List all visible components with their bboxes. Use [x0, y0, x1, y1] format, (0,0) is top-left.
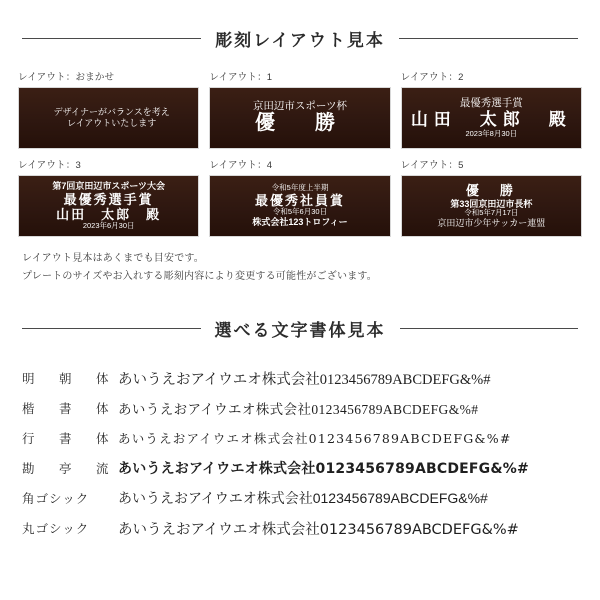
plate-line: 株式会社123トロフィー — [252, 217, 348, 228]
font-name: 行 書 体 — [22, 432, 115, 446]
layout-notes — [0, 249, 600, 282]
sample-label: レイアウト：5 — [400, 160, 464, 171]
plate-preview — [18, 175, 199, 237]
font-sample-text: あいうえおアイウエオ株式会社0123456789ABCDEFG&%# — [118, 371, 491, 388]
plate-preview — [401, 175, 582, 237]
font-name: 勘 亭 流 — [22, 462, 115, 476]
sample-label: レイアウト：1 — [209, 72, 273, 83]
plate-line: 山田 太郎 殿 — [56, 206, 162, 222]
heading-rule-left — [22, 38, 201, 39]
layout-sample-3 — [18, 157, 199, 237]
plate-preview — [401, 87, 582, 149]
font-sample-text: あいうえおアイウエオ株式会社0123456789ABCDEFG&%# — [118, 402, 479, 417]
plate-preview — [209, 175, 390, 237]
plate-preview — [18, 87, 199, 149]
font-name: 丸ゴシック — [22, 522, 90, 536]
font-row-kaisho — [22, 393, 578, 423]
font-name: 明 朝 体 — [22, 372, 115, 386]
layout-sample-5 — [401, 157, 582, 237]
font-row-kakugothic — [22, 483, 578, 513]
plate-line: 令和5年7月17日 — [464, 208, 519, 218]
plate-line: 最優秀選手賞 — [63, 191, 154, 207]
plate-line: 令和5年6月30日 — [272, 207, 328, 217]
sample-label: レイアウト：2 — [400, 72, 464, 83]
font-row-gyosho — [22, 423, 578, 453]
layout-sample-4 — [209, 157, 390, 237]
font-section-heading — [0, 316, 600, 341]
layout-sample-omakase — [18, 69, 199, 149]
plate-line: 京田辺市スポーツ杯 — [252, 100, 348, 113]
plate-line: 京田辺市少年サッカー連盟 — [437, 218, 546, 229]
plate-line: 優 勝 — [254, 112, 345, 135]
font-name: 楷 書 体 — [22, 402, 115, 416]
note-line: レイアウト見本はあくまでも目安です。 — [22, 253, 204, 264]
font-row-kantei — [22, 453, 578, 483]
sample-label: レイアウト：3 — [18, 160, 81, 171]
font-sample-list — [0, 363, 600, 543]
plate-line: 第33回京田辺市長杯 — [450, 198, 533, 209]
layout-heading-text: 彫刻レイアウト見本 — [215, 31, 385, 50]
heading-rule-right — [399, 38, 578, 39]
sample-label: レイアウト：おまかせ — [18, 72, 115, 83]
font-sample-text: あいうえおアイウエオ株式会社0123456789ABCDEFG&%# — [118, 461, 529, 477]
font-sample-text: あいうえおアイウエオ株式会社0123456789ABCDEFG&%# — [118, 521, 519, 538]
plate-line: レイアウトいたします — [67, 118, 157, 128]
plate-line: 2023年6月30日 — [82, 221, 135, 231]
layout-sample-grid — [0, 69, 600, 237]
font-name: 角ゴシック — [22, 492, 90, 506]
plate-line: 最優秀社員賞 — [254, 193, 345, 209]
plate-line: デザイナーがバランスを考え — [53, 107, 170, 118]
plate-line: 令和5年度上半期 — [271, 183, 329, 193]
heading-rule-left — [22, 328, 201, 329]
font-sample-text: あいうえおアイウエオ株式会社0123456789ABCDEFG&%# — [118, 490, 488, 506]
layout-sample-2 — [401, 69, 582, 149]
font-row-marugothic — [22, 513, 578, 543]
plate-line: 優 勝 — [465, 183, 517, 199]
heading-rule-right — [400, 328, 579, 329]
layout-sample-1 — [209, 69, 390, 149]
plate-line: 最優秀選手賞 — [459, 97, 523, 110]
font-heading-text: 選べる文字書体見本 — [214, 321, 386, 340]
font-sample-text: あいうえおアイウエオ株式会社0123456789ABCDEFG&%# — [118, 431, 512, 446]
plate-preview — [209, 87, 390, 149]
sample-label: レイアウト：4 — [209, 160, 273, 171]
plate-line: 2023年8月30日 — [465, 128, 518, 138]
note-line: プレートのサイズやお入れする彫刻内容により変更する可能性がございます。 — [22, 271, 377, 282]
layout-section-heading — [0, 26, 600, 51]
plate-line: 山田 太郎 殿 — [410, 109, 572, 129]
font-row-mincho — [22, 363, 578, 393]
plate-line: 第7回京田辺市スポーツ大会 — [52, 180, 165, 191]
